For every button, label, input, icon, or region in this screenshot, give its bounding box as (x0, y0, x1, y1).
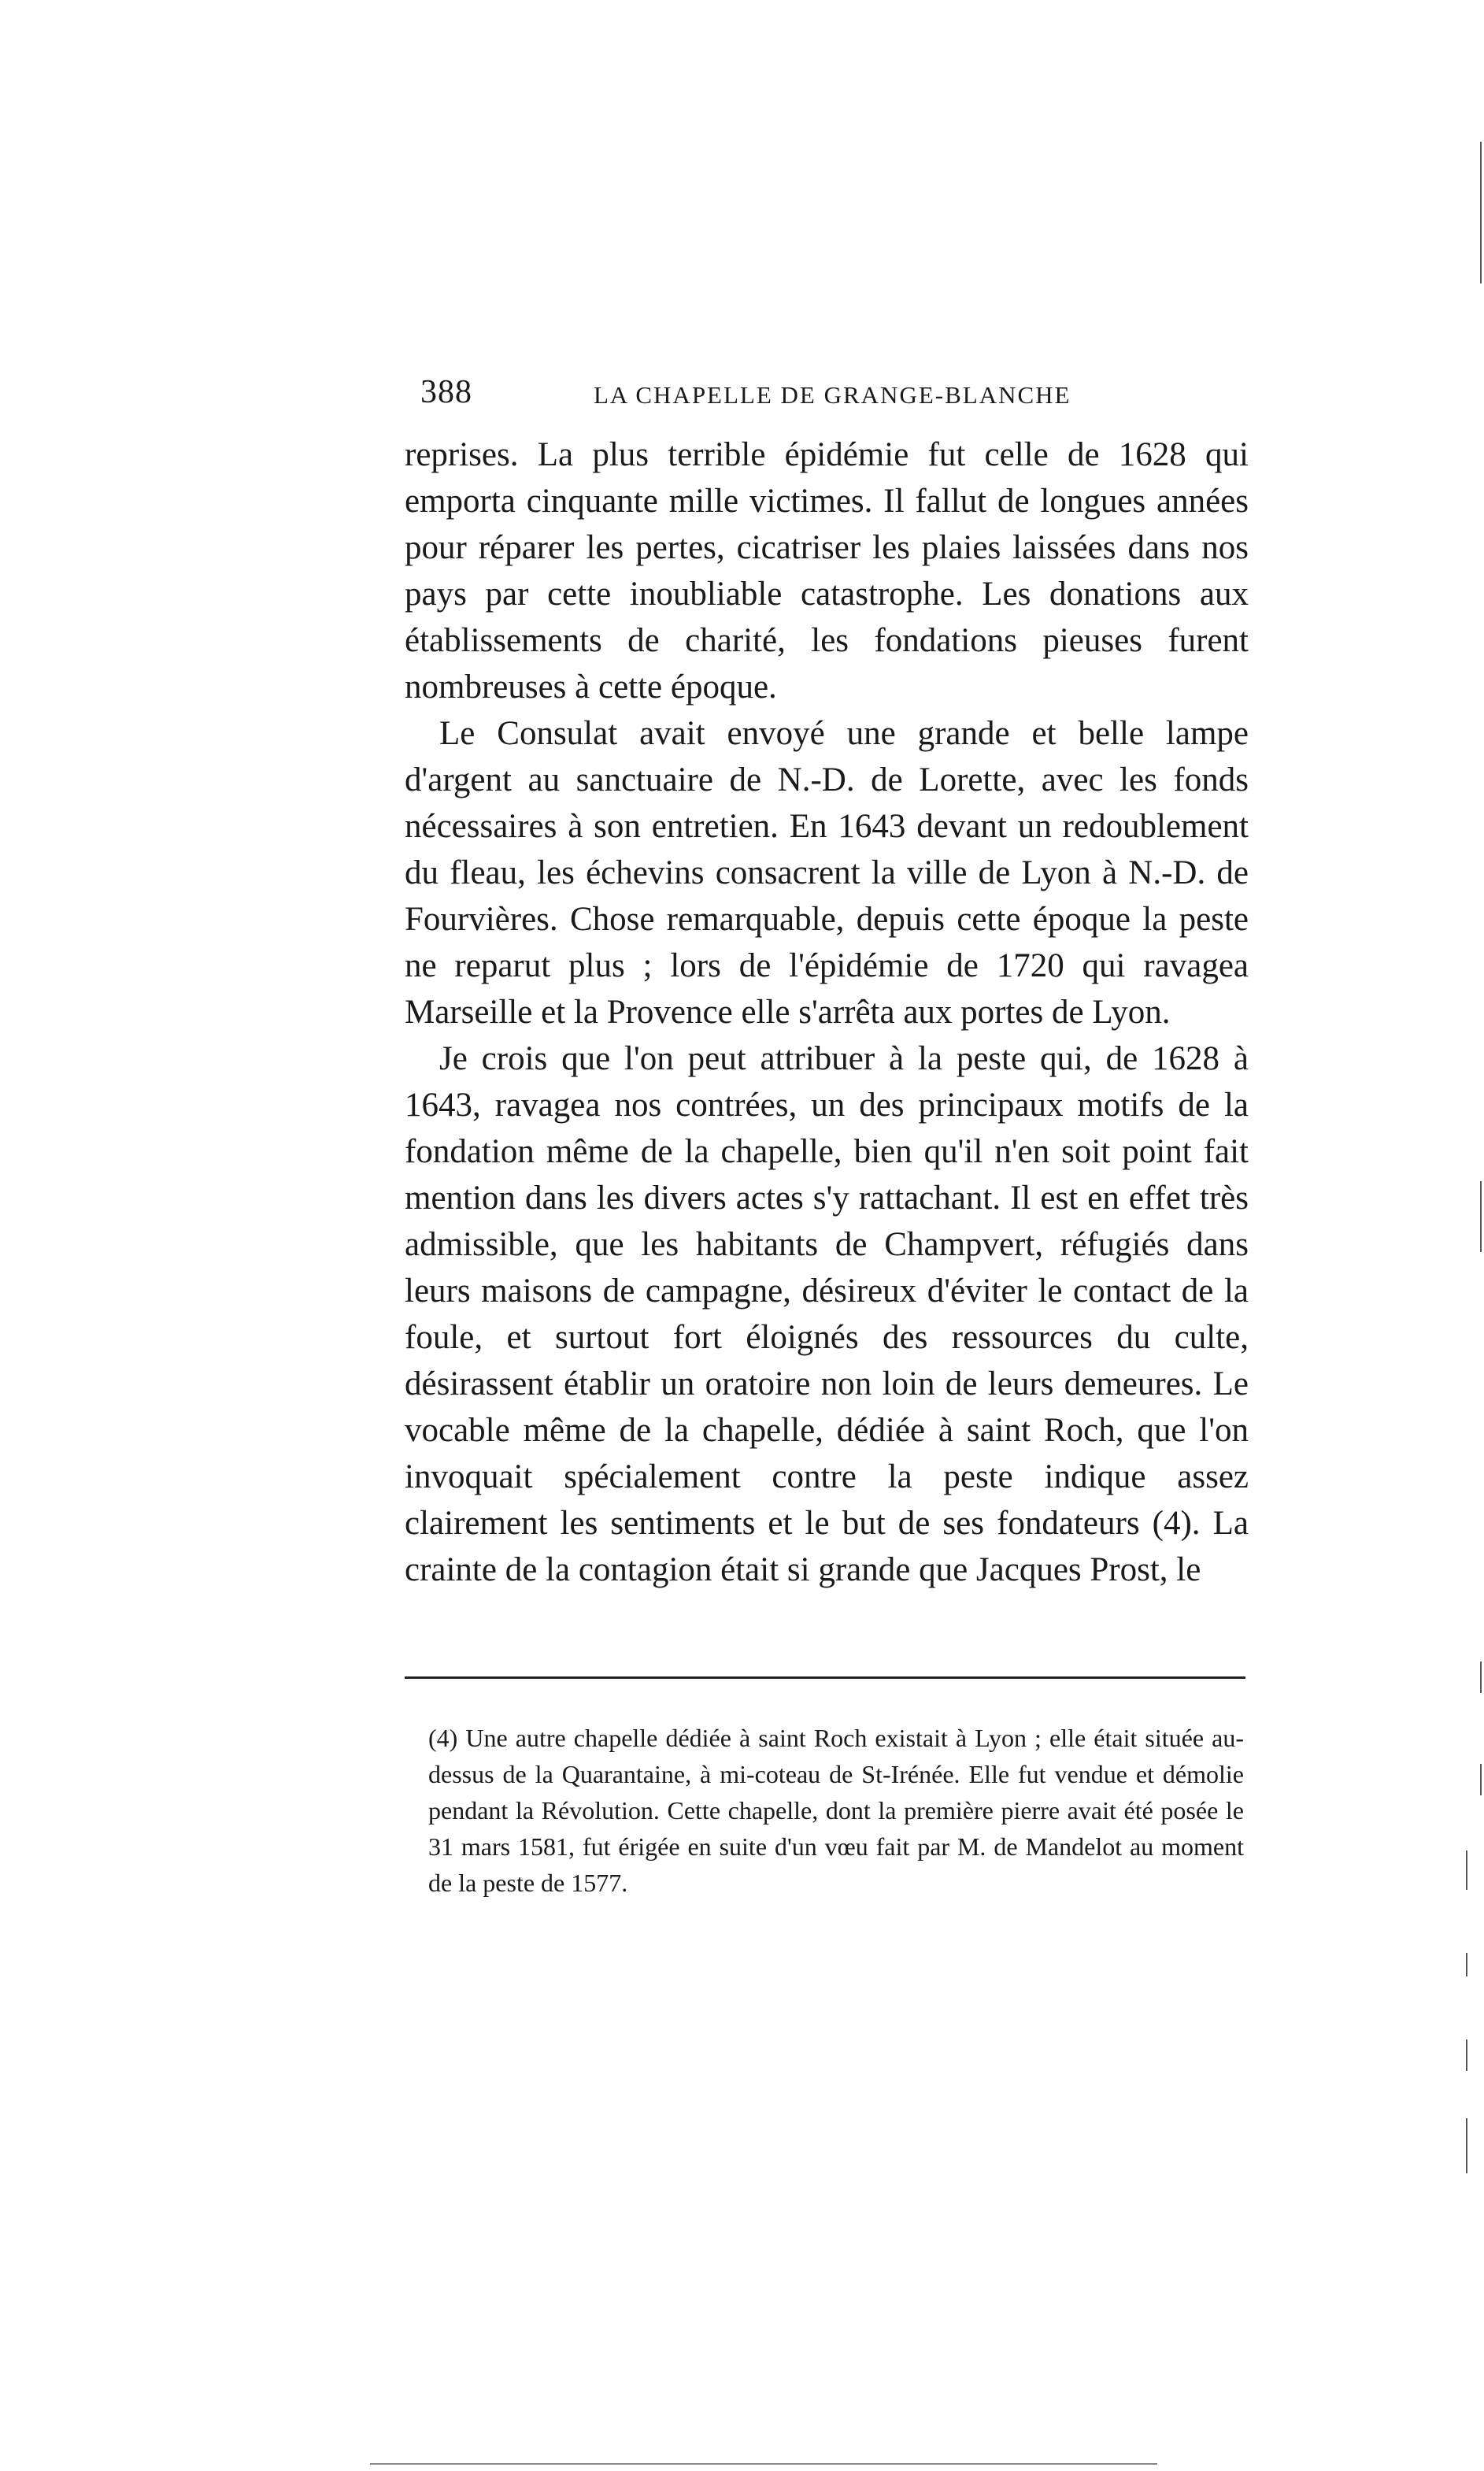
scan-edge-mark (1466, 2118, 1467, 2173)
scan-edge-mark (1466, 2039, 1467, 2071)
running-head: LA CHAPELLE DE GRANGE-BLANCHE (594, 381, 1071, 409)
footnote-4: (4) Une autre chapelle dédiée à saint Roch existait à Lyon ; elle était située au-dessus de la Quarantaine, à mi-coteau de St-Irénée. Elle fut vendue et démolie pendant la Révolution. Cette chapelle, dont la première pierre avait été posée le 31 mars 1581, fut érigée en suite d'un vœu fait par M. de Mandelot au moment de la peste de 1577. (428, 1724, 1244, 1897)
scan-edge-mark (1480, 1181, 1482, 1252)
scan-edge-mark (1480, 1764, 1482, 1795)
page-number: 388 (420, 374, 472, 410)
body-text (405, 432, 1249, 1593)
paragraph-2: Le Consulat avait envoyé une grande et belle lampe d'argent au sanctuaire de N.-D. de Lorette, avec les fonds nécessaires à son entretien. En 1643 devant un redoublement du fleau, les échevins consacrent la ville de Lyon à N.-D. de Fourvières. Chose remarquable, depuis cette époque la peste ne reparut plus ; lors de l'épidémie de 1720 qui ravagea Marseille et la Provence elle s'arrêta aux portes de Lyon. (405, 715, 1249, 1031)
footnote-rule (405, 1676, 1245, 1679)
page-header (420, 373, 1247, 420)
scan-edge-mark (370, 2463, 1157, 2465)
scan-edge-mark (1480, 1662, 1482, 1693)
scan-edge-mark (1480, 142, 1482, 283)
scan-edge-mark (1466, 1850, 1467, 1890)
scan-edge-mark (1466, 1953, 1467, 1976)
footnotes (428, 1720, 1244, 1901)
paragraph-3: Je crois que l'on peut attribuer à la peste qui, de 1628 à 1643, ravagea nos contrées, un des principaux motifs de la fondation même de la chapelle, bien qu'il n'en soit point fait mention dans les divers actes s'y rattachant. Il est en effet très admissible, que les habitants de Champvert, réfugiés dans leurs maisons de campagne, désireux d'éviter le contact de la foule, et surtout fort éloignés des ressources du culte, désirassent établir un oratoire non loin de leurs demeures. Le vocable même de la chapelle, dédiée à saint Roch, que l'on invoquait spécialement contre la peste indique assez clairement les sentiments et le but de ses fondateurs (4). La crainte de la contagion était si grande que Jacques Prost, le (405, 1040, 1249, 1588)
paragraph-1: reprises. La plus terrible épidémie fut celle de 1628 qui emporta cinquante mille victimes. Il fallut de longues années pour réparer les pertes, cicatriser les plaies laissées dans nos pays par cette inoubliable catastrophe. Les donations aux établissements de charité, les fondations pieuses furent nombreuses à cette époque. (405, 436, 1249, 706)
